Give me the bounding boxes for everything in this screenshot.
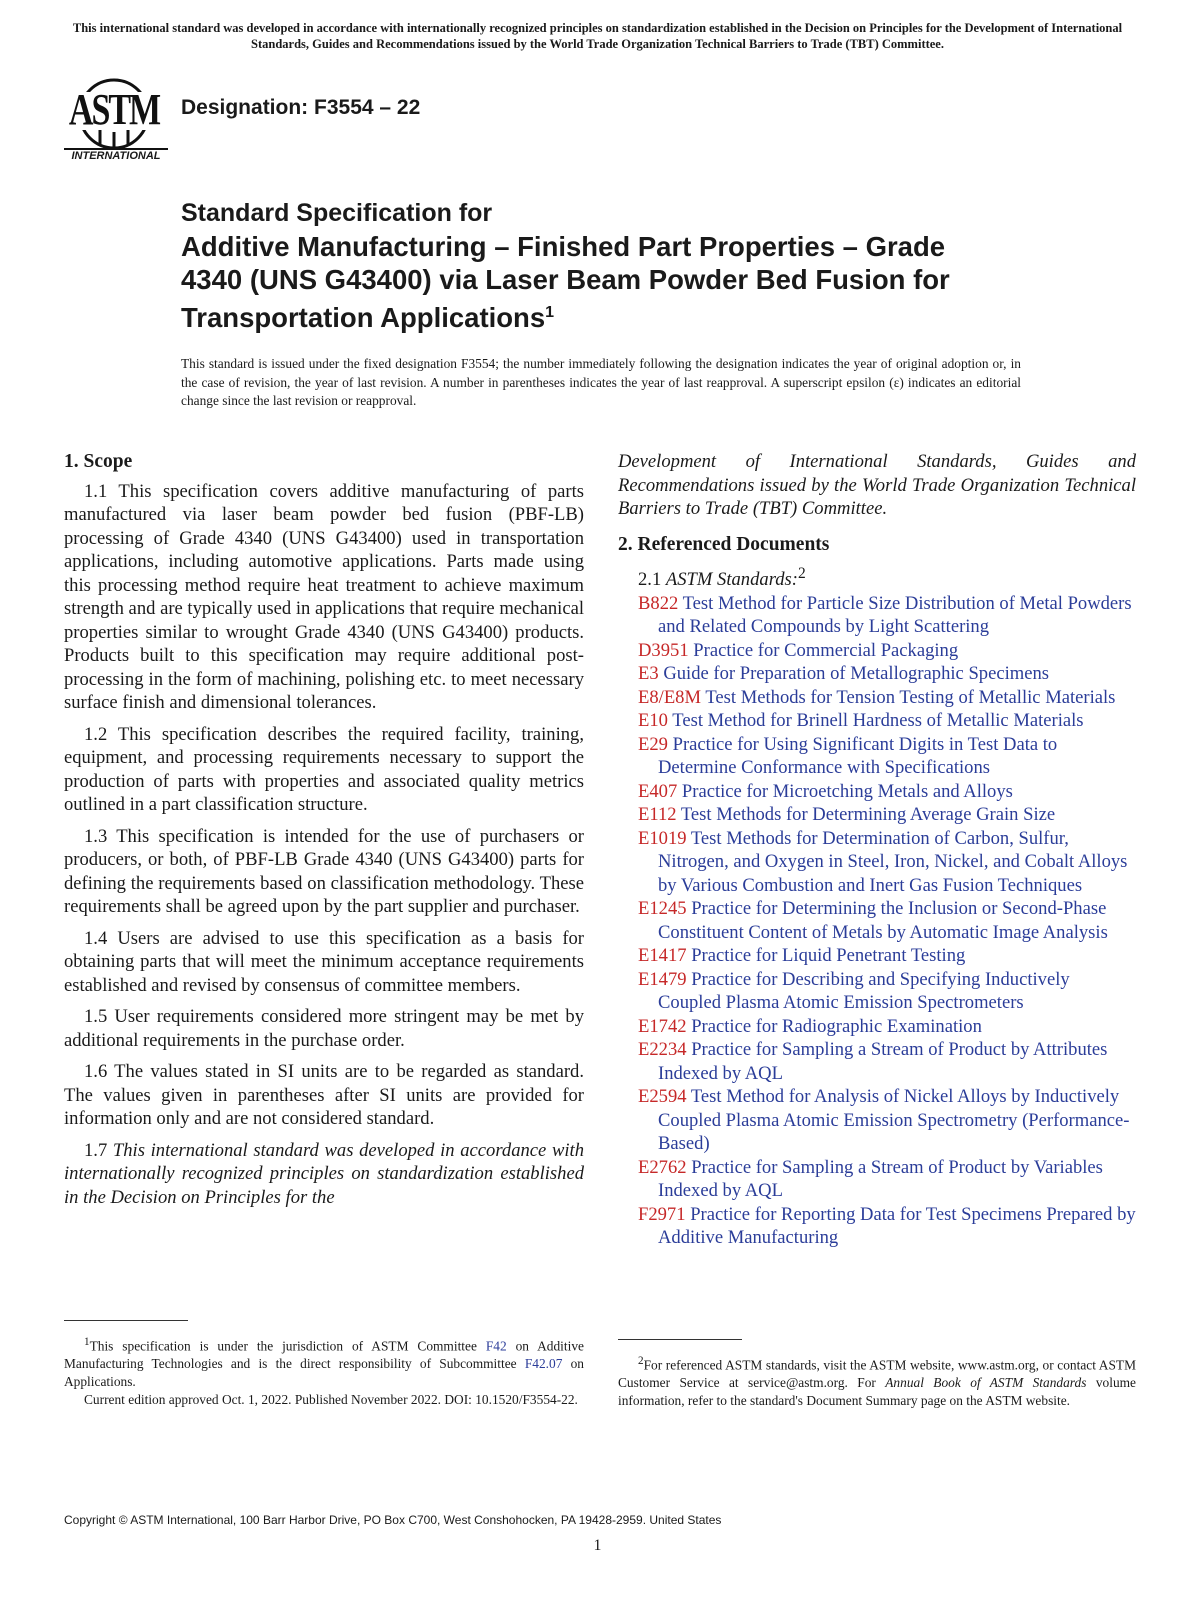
reference-title-link[interactable]: Practice for Sampling a Stream of Product by Attributes Indexed by AQL [658, 1039, 1108, 1084]
reference-code-link[interactable]: E1742 [638, 1015, 687, 1037]
scope-para-1-2: 1.2 This specification describes the required facility, training, equipment, and processing requirements necessary to support the production of parts with properties and associated quality metrics outlined in a part classification structure. [64, 723, 584, 815]
footnote-2-text-b: volume information, refer to the standard's Document Summary page on the ASTM website. [618, 1375, 1136, 1409]
left-column [64, 450, 584, 1217]
scope-para-1-7 [64, 1139, 584, 1210]
reference-code-link[interactable]: E10 [638, 710, 668, 732]
reference-item[interactable] [638, 639, 1136, 663]
reference-code-link[interactable]: E112 [638, 804, 677, 826]
reference-code-link[interactable]: E29 [638, 733, 668, 755]
title-line-3 [181, 296, 1081, 334]
reference-item[interactable] [638, 780, 1136, 804]
committee-f42-link[interactable]: F42 [485, 1338, 507, 1354]
scope-para-1-3: 1.3 This specification is intended for the use of purchasers or producers, or both, of PBF-LB Grade 4340 (UNS G43400) parts for defining the requirements based on classification methodology. These requirements shall be agreed upon by the part supplier and purchaser. [64, 825, 584, 917]
reference-title-link[interactable]: Practice for Sampling a Stream of Product by Variables Indexed by AQL [658, 1156, 1103, 1202]
footnote-divider-left [64, 1320, 188, 1321]
para-1-7-continued: Development of International Standards, Guides and Recommendations issued by the World Trade Organization Technical Barriers to Trade (TBT) Committee. [618, 451, 1136, 519]
footnote-divider-right [618, 1339, 742, 1340]
reference-code-link[interactable]: E2234 [638, 1039, 687, 1061]
reference-code-link[interactable]: D3951 [638, 639, 689, 661]
reference-code-link[interactable]: E8/E8M [638, 686, 702, 708]
logo-subtext: INTERNATIONAL [64, 148, 168, 162]
title-footnote-mark: 1 [545, 304, 555, 321]
footnote-1-mark: 1 [84, 1336, 90, 1348]
reference-title-link[interactable]: Test Methods for Determining Average Grain Size [680, 804, 1056, 826]
footnote-1-text-a: This specification is under the jurisdiction of ASTM Committee [89, 1338, 477, 1354]
reference-code-link[interactable]: E1019 [638, 827, 687, 849]
astm-logo [64, 72, 168, 168]
reference-item[interactable] [638, 897, 1136, 944]
title-prefix: Standard Specification for [181, 199, 493, 227]
reference-code-link[interactable]: E3 [638, 663, 659, 685]
reference-code-link[interactable]: B822 [638, 592, 679, 614]
reference-title-link[interactable]: Practice for Reporting Data for Test Specimens Prepared by Additive Manufacturing [658, 1203, 1136, 1249]
reference-title-link[interactable]: Test Methods for Tension Testing of Metallic Materials [705, 686, 1116, 708]
reference-item[interactable] [638, 1156, 1136, 1203]
reference-item[interactable] [638, 968, 1136, 1015]
reference-item[interactable] [638, 803, 1136, 827]
copyright: Copyright © ASTM International, 100 Barr Harbor Drive, PO Box C700, West Conshohocken, PA 19428-2959. United States [64, 1513, 722, 1527]
reference-item[interactable] [638, 944, 1136, 968]
footnote-2-mark: 2 [638, 1355, 644, 1367]
reference-title-link[interactable]: Practice for Using Significant Digits in Test Data to Determine Conformance with Specifications [658, 733, 1058, 779]
reference-title-link[interactable]: Practice for Radiographic Examination [691, 1015, 982, 1037]
reference-title-link[interactable]: Practice for Liquid Penetrant Testing [691, 945, 966, 967]
document-title [181, 197, 1081, 334]
scope-para-1-5: 1.5 User requirements considered more stringent may be met by additional requirements in the purchase order. [64, 1006, 584, 1051]
para-1-7-text: This international standard was developed in accordance with internationally recognized principles on standardization established in the Decision on Principles for the [64, 1139, 584, 1208]
references-heading: 2. Referenced Documents [618, 533, 830, 555]
sub-footnote-mark: 2 [797, 565, 806, 582]
designation: Designation: F3554 – 22 [181, 96, 421, 119]
reference-code-link[interactable]: F2971 [638, 1203, 686, 1225]
reference-title-link[interactable]: Test Method for Particle Size Distribution of Metal Powders and Related Compounds by Light Scattering [658, 592, 1132, 638]
sub-number: 2.1 [638, 569, 662, 591]
reference-list [618, 592, 1136, 1250]
tbt-notice: This international standard was developed in accordance with internationally recognized principles on standardization established in the Decision on Principles for the Development of International Standards, Guides and Recommendations issued by the World Trade Organization Technical Barriers to Trade (TBT) Committee. [72, 21, 1123, 51]
title-line-1: Additive Manufacturing – Finished Part Properties – Grade [181, 231, 946, 262]
reference-code-link[interactable]: E1479 [638, 968, 687, 990]
reference-title-link[interactable]: Practice for Determining the Inclusion or Second-Phase Constituent Content of Metals by Automatic Image Analysis [658, 898, 1108, 943]
reference-item[interactable] [638, 592, 1136, 639]
astm-standards-label [638, 562, 1136, 592]
reference-title-link[interactable]: Practice for Describing and Specifying Inductively Coupled Plasma Atomic Emission Spectrometers [658, 968, 1070, 1014]
reference-title-link[interactable]: Practice for Commercial Packaging [693, 639, 959, 661]
reference-code-link[interactable]: E1245 [638, 898, 687, 920]
reference-item[interactable] [638, 733, 1136, 780]
reference-title-link[interactable]: Test Method for Brinell Hardness of Metallic Materials [672, 710, 1084, 732]
footnote-1-text-b: on Additive Manufacturing Technologies and is the direct responsibility of Subcommittee [64, 1338, 584, 1372]
scope-para-1-4: 1.4 Users are advised to use this specification as a basis for obtaining parts that will meet the minimum acceptance requirements established and revised by consensus of committee members. [64, 927, 584, 996]
reference-code-link[interactable]: E2762 [638, 1156, 687, 1178]
right-column [618, 450, 1136, 1250]
footnote-2-italic: Annual Book of ASTM Standards [885, 1375, 1087, 1391]
footnote-2-text-a: For referenced ASTM standards, visit the ASTM website, www.astm.org, or contact ASTM Customer Service at service@astm.org. For [618, 1357, 1136, 1391]
reference-code-link[interactable]: E2594 [638, 1086, 687, 1108]
reference-item[interactable] [638, 1015, 1136, 1039]
reference-item[interactable] [638, 1085, 1136, 1156]
scope-heading: 1. Scope [64, 451, 133, 472]
reference-title-link[interactable]: Guide for Preparation of Metallographic Specimens [663, 663, 1050, 685]
reference-title-link[interactable]: Test Methods for Determination of Carbon, Sulfur, Nitrogen, and Oxygen in Steel, Iron, Nickel, and Cobalt Alloys by Various Combustion and Inert Gas Fusion Techniques [658, 827, 1128, 896]
issued-note: This standard is issued under the fixed designation F3554; the number immediately following the designation indicates the year of original adoption or, in the case of revision, the year of last revision. A number in parentheses indicates the year of last reapproval. A superscript epsilon (ε) indicates an editorial change since the last revision or reapproval. [181, 356, 1021, 408]
reference-item[interactable] [638, 827, 1136, 898]
reference-code-link[interactable]: E407 [638, 780, 678, 802]
reference-item[interactable] [638, 1203, 1136, 1250]
svg-text:ASTM: ASTM [68, 84, 160, 135]
para-number: 1.7 [84, 1139, 108, 1161]
scope-para-1-6: 1.6 The values stated in SI units are to be regarded as standard. The values given in parentheses after SI units are provided for information only and are not considered standard. [64, 1061, 584, 1129]
footnote-1-edition: Current edition approved Oct. 1, 2022. Published November 2022. DOI: 10.1520/F3554-22. [84, 1392, 578, 1408]
reference-title-link[interactable]: Test Method for Analysis of Nickel Alloys by Inductively Coupled Plasma Atomic Emission Spectrometry (Performance-Based) [658, 1086, 1130, 1155]
sub-label: ASTM Standards: [665, 569, 798, 591]
page-number: 1 [593, 1537, 602, 1554]
footnote-2 [618, 1352, 1136, 1410]
reference-code-link[interactable]: E1417 [638, 945, 687, 967]
footnote-1-text-c: on Applications. [64, 1356, 584, 1390]
footnote-1 [64, 1333, 584, 1409]
title-line-3-text: Transportation Applications [181, 302, 546, 334]
title-line-2: 4340 (UNS G43400) via Laser Beam Powder Bed Fusion for [181, 264, 950, 295]
reference-item[interactable] [638, 1038, 1136, 1085]
scope-para-1-1: 1.1 This specification covers additive manufacturing of parts manufactured via laser beam powder bed fusion (PBF-LB) processing of Grade 4340 (UNS G43400) used in transportation applications, including automotive applications. Parts made using this processing method require heat treatment to achieve maximum strength and are typically used in applications that require mechanical properties similar to wrought Grade 4340 (UNS G43400) products. Products built to this specification may require additional post-processing in the form of machining, polishing etc. to meet necessary surface finish and dimensional tolerances. [64, 480, 584, 713]
reference-item[interactable] [638, 686, 1136, 710]
reference-item[interactable] [638, 709, 1136, 733]
reference-title-link[interactable]: Practice for Microetching Metals and Alloys [681, 780, 1013, 802]
subcommittee-f42-07-link[interactable]: F42.07 [524, 1356, 563, 1372]
reference-item[interactable] [638, 662, 1136, 686]
